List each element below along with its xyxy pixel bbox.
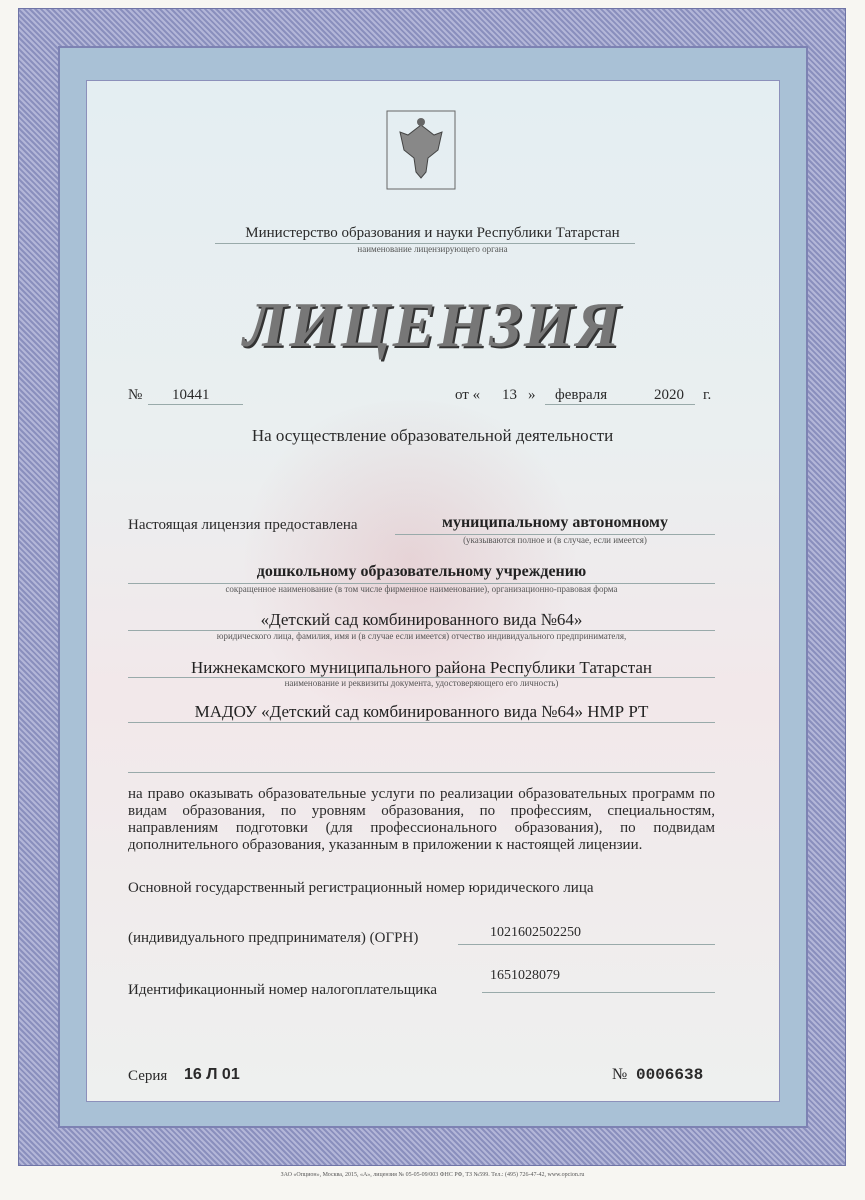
ogrn-value: 1021602502250 — [490, 925, 581, 940]
date-close: » — [528, 387, 536, 403]
series-label: Серия — [128, 1068, 168, 1084]
caption-3: юридического лица, фамилия, имя и (в случае если имеется) отчество индивидуального предпринимателя, — [216, 631, 627, 641]
holder-line-4: Нижнекамского муниципального района Республики Татарстан — [190, 658, 653, 677]
authority-caption: наименование лицензирующего органа — [357, 244, 508, 254]
date-year: 2020 — [654, 387, 684, 403]
holder-line-2: дошкольному образовательному учреждению — [256, 563, 587, 580]
granted-label: Настоящая лицензия предоставлена — [128, 517, 358, 533]
blank-number-label: № — [612, 1066, 628, 1083]
holder-line-1: муниципальному автономному — [442, 514, 668, 531]
inn-label: Идентификационный номер налогоплательщика — [128, 982, 438, 998]
caption-1: (указываются полное и (в случае, если имеется) — [463, 535, 647, 545]
holder-line-5: МАДОУ «Детский сад комбинированного вида №64» НМР РТ — [194, 702, 649, 721]
date-day: 13 — [502, 387, 517, 403]
ogrn-label-1: Основной государственный регистрационный номер юридического лица — [128, 880, 594, 896]
blank-number: 0006638 — [636, 1066, 704, 1084]
caption-4: наименование и реквизиты документа, удостоверяющего его личность) — [284, 678, 559, 688]
holder-line-3: «Детский сад комбинированного вида №64» — [260, 610, 583, 629]
number-label: № — [128, 387, 143, 403]
coat-of-arms-icon — [386, 110, 456, 190]
license-number: 10441 — [172, 387, 210, 403]
date-prefix: от « — [455, 387, 481, 403]
ogrn-label-2: (индивидуального предпринимателя) (ОГРН) — [128, 930, 419, 946]
rights-text: на право оказывать образовательные услуги по реализации образовательных программ по видам образования, по уровням образования, по профессиям, специальностям, направлениям подготовки (для профессионального образования), по подвидам дополнительного образования, указанным в приложении к настоящей лицензии. — [128, 786, 715, 853]
document-title: ЛИЦЕНЗИЯ — [243, 289, 622, 360]
date-month: февраля — [555, 387, 608, 403]
inn-value: 1651028079 — [490, 968, 560, 983]
license-subject: На осуществление образовательной деятельности — [251, 426, 614, 445]
date-suffix: г. — [703, 387, 712, 403]
caption-2: сокращенное наименование (в том числе фирменное наименование), организационно-правовая форма — [225, 584, 618, 594]
licensing-authority: Министерство образования и науки Республики Татарстан — [245, 225, 620, 241]
series-value: 16 Л 01 — [184, 1066, 240, 1083]
printer-footer: ЗАО «Опцион», Москва, 2015, «А», лицензия № 05-05-09/003 ФНС РФ, ТЗ №599. Тел.: (495) 726-47-42, www.opcion.ru — [280, 1172, 585, 1178]
